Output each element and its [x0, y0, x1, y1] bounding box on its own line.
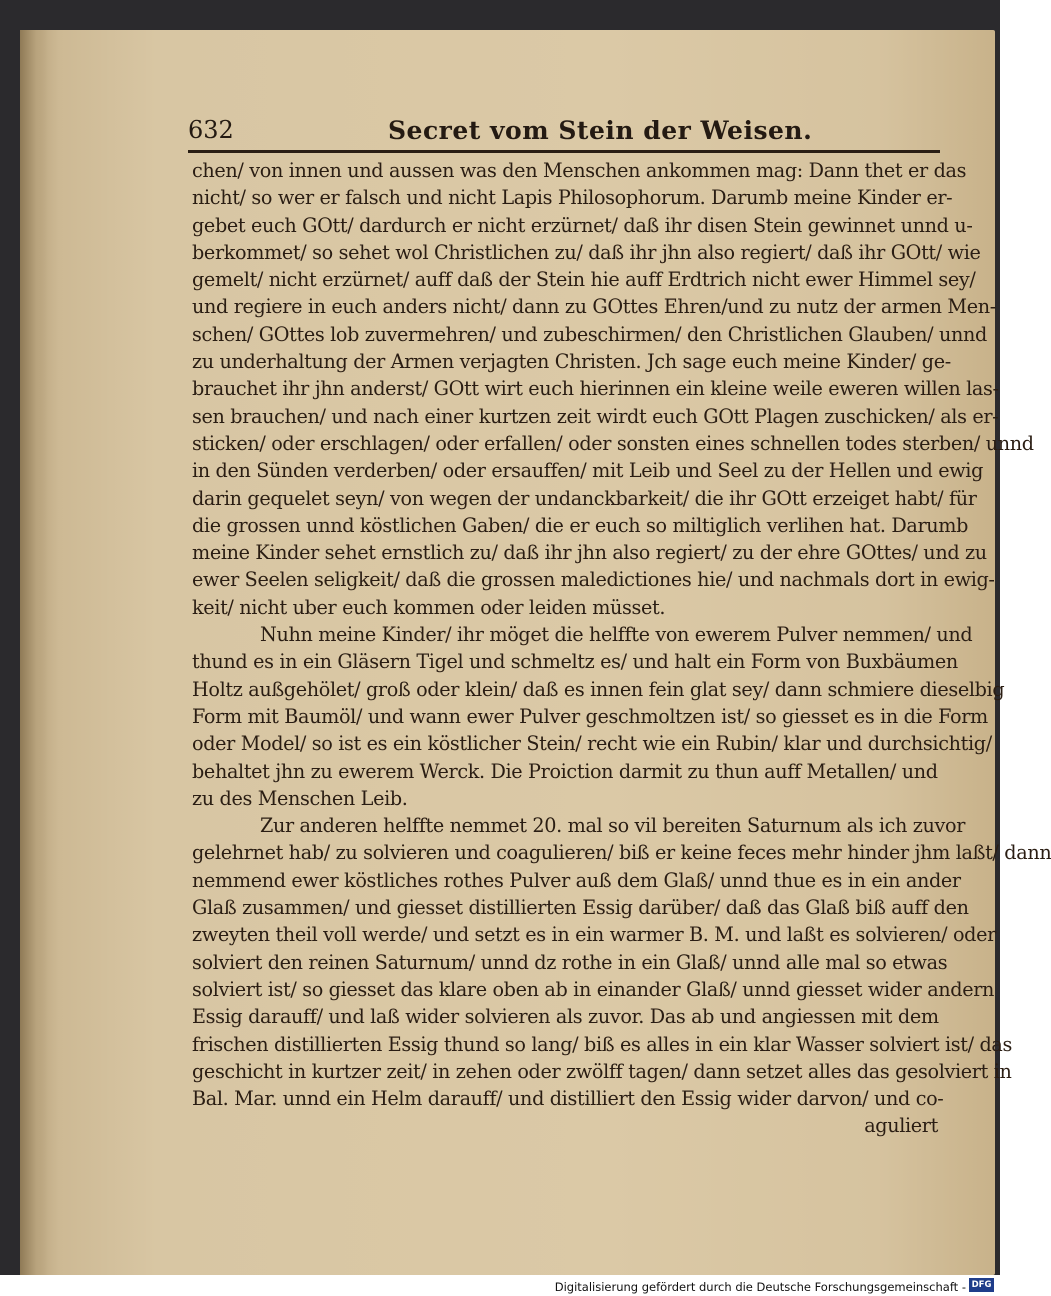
- dfg-logo: DFG: [969, 1278, 994, 1292]
- text-line: Glaß zusammen/ und giesset distillierten Essig darüber/ daß das Glaß biß auff den: [192, 896, 969, 920]
- text-line: Nuhn meine Kinder/ ihr möget die helffte von ewerem Pulver nemmen/ und: [260, 623, 973, 647]
- text-line: keit/ nicht uber euch kommen oder leiden müsset.: [192, 595, 666, 619]
- text-line: sticken/ oder erschlagen/ oder erfallen/ oder sonsten eines schnellen todes sterben/ unnd: [192, 431, 1034, 455]
- page-number: 632: [188, 116, 234, 144]
- text-line: Form mit Baumöl/ und wann ewer Pulver geschmoltzen ist/ so giesset es in die Form: [192, 704, 988, 728]
- text-line: zu underhaltung der Armen verjagten Christen. Jch sage euch meine Kinder/ ge-: [192, 350, 951, 374]
- text-line: zu des Menschen Leib.: [192, 786, 408, 810]
- text-line: gemelt/ nicht erzürnet/ auff daß der Stein hie auff Erdtrich nicht ewer Himmel sey/: [192, 268, 976, 292]
- running-head: Secret vom Stein der Weisen.: [388, 116, 813, 145]
- text-line: oder Model/ so ist es ein köstlicher Stein/ recht wie ein Rubin/ klar und durchsichtig/: [192, 732, 992, 756]
- text-line: ewer Seelen seligkeit/ daß die grossen maledictiones hie/ und nachmals dort in ewig-: [192, 568, 995, 592]
- text-line: meine Kinder sehet ernstlich zu/ daß ihr jhn also regiert/ zu der ehre GOttes/ und zu: [192, 541, 987, 565]
- text-line: aguliert: [864, 1114, 938, 1138]
- text-line: thund es in ein Gläsern Tigel und schmeltz es/ und halt ein Form von Buxbäumen: [192, 650, 958, 674]
- text-line: geschicht in kurtzer zeit/ in zehen oder zwölff tagen/ dann setzet alles das gesolviert in: [192, 1059, 1012, 1083]
- text-line: Bal. Mar. unnd ein Helm darauff/ und distilliert den Essig wider darvon/ und co-: [192, 1087, 944, 1111]
- header-rule: [188, 150, 940, 153]
- body-text: [192, 157, 1051, 1140]
- text-line: und regiere in euch anders nicht/ dann zu GOttes Ehren/und zu nutz der armen Men-: [192, 295, 996, 319]
- text-line: zweyten theil voll werde/ und setzt es in ein warmer B. M. und laßt es solvieren/ oder: [192, 923, 996, 947]
- text-line: die grossen unnd köstlichen Gaben/ die er euch so miltiglich verlihen hat. Darumb: [192, 513, 969, 537]
- text-line: Essig darauff/ und laß wider solvieren als zuvor. Das ab und angiessen mit dem: [192, 1005, 939, 1029]
- text-line: frischen distillierten Essig thund so lang/ biß es alles in ein klar Wasser solviert ist/ das: [192, 1032, 1013, 1056]
- text-line: nicht/ so wer er falsch und nicht Lapis Philosophorum. Darumb meine Kinder er-: [192, 186, 953, 210]
- text-line: solviert den reinen Saturnum/ unnd dz rothe in ein Glaß/ unnd alle mal so etwas: [192, 950, 948, 974]
- digitization-credit: Digitalisierung gefördert durch die Deutsche Forschungsgemeinschaft -: [554, 1280, 966, 1294]
- text-line: in den Sünden verderben/ oder ersauffen/ mit Leib und Seel zu der Hellen und ewig: [192, 459, 984, 483]
- text-line: Zur anderen helffte nemmet 20. mal so vil bereiten Saturnum als ich zuvor: [260, 814, 966, 838]
- text-line: chen/ von innen und aussen was den Menschen ankommen mag: Dann thet er das: [192, 159, 967, 182]
- text-line: darin gequelet seyn/ von wegen der undanckbarkeit/ die ihr GOtt erzeiget habt/ für: [192, 486, 977, 510]
- text-line: gelehrnet hab/ zu solvieren und coagulieren/ biß er keine feces mehr hinder jhm laßt/ dann: [192, 841, 1051, 865]
- text-line: nemmend ewer köstliches rothes Pulver auß dem Glaß/ unnd thue es in ein ander: [192, 868, 961, 892]
- text-line: gebet euch GOtt/ dardurch er nicht erzürnet/ daß ihr disen Stein gewinnet unnd u-: [192, 213, 973, 237]
- text-line: berkommet/ so sehet wol Christlichen zu/ daß ihr jhn also regiert/ daß ihr GOtt/ wie: [192, 240, 981, 264]
- text-line: schen/ GOttes lob zuvermehren/ und zubeschirmen/ den Christlichen Glauben/ unnd: [192, 322, 987, 346]
- text-line: solviert ist/ so giesset das klare oben ab in einander Glaß/ unnd giesset wider andern: [192, 977, 995, 1001]
- text-line: behaltet jhn zu ewerem Werck. Die Proiction darmit zu thun auff Metallen/ und: [192, 759, 938, 783]
- page-header: [188, 114, 938, 154]
- text-line: brauchet ihr jhn anderst/ GOtt wirt euch hierinnen ein kleine weile eweren willen las-: [192, 377, 999, 401]
- text-line: Holtz außgehölet/ groß oder klein/ daß es innen fein glat sey/ dann schmiere dieselbig: [192, 677, 1005, 701]
- text-line: sen brauchen/ und nach einer kurtzen zeit wirdt euch GOtt Plagen zuschicken/ als er-: [192, 404, 999, 428]
- page-gutter-shadow: [20, 30, 48, 1275]
